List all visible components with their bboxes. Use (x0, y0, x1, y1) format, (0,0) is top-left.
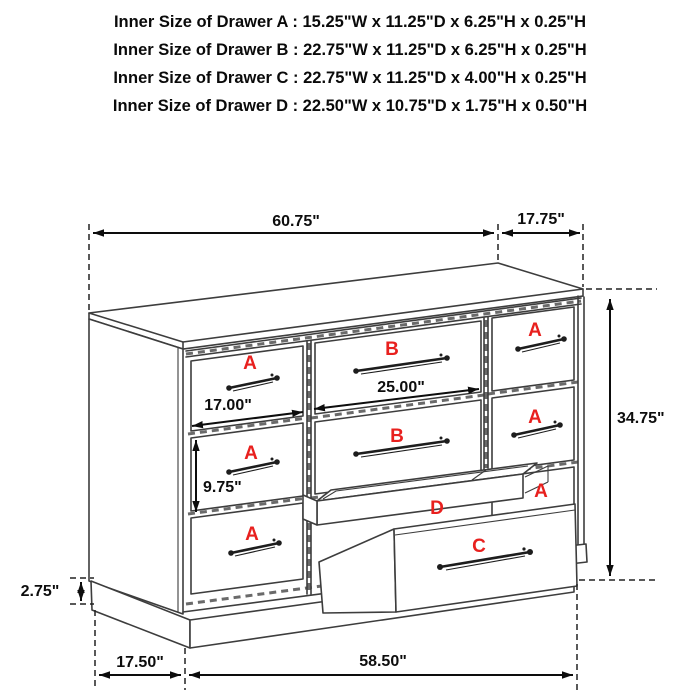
dim-base-width (189, 653, 573, 675)
drawer-label-a-left-1: A (243, 353, 257, 374)
dim-base-depth (99, 654, 181, 675)
left-side-panel (89, 319, 183, 614)
drawer-label-b-1: B (385, 339, 399, 360)
dim-overall-height-label: 34.75" (617, 410, 665, 427)
dim-base-depth-label: 17.50" (116, 654, 164, 671)
spec-line-drawer-b: Inner Size of Drawer B : 22.75"W x 11.25"D x 6.25"H x 0.25"H (113, 41, 587, 59)
dim-base-height (21, 582, 81, 601)
dim-drawer-a-width-label: 17.00" (204, 397, 252, 414)
spec-line-drawer-a: Inner Size of Drawer A : 15.25"W x 11.25"D x 6.25"H x 0.25"H (113, 13, 587, 31)
dresser-drawing (89, 263, 587, 648)
spec-line-drawer-c: Inner Size of Drawer C : 22.75"W x 11.25"D x 4.00"H x 0.25"H (113, 69, 587, 87)
drawer-label-a-left-2: A (244, 443, 258, 464)
spec-line-drawer-d: Inner Size of Drawer D : 22.50"W x 10.75"D x 1.75"H x 0.50"H (112, 97, 588, 115)
dim-overall-height (610, 299, 665, 576)
drawer-label-a-right-2: A (528, 407, 542, 428)
drawer-front-a-right-2 (492, 387, 574, 471)
drawer-label-a-right-1: A (528, 320, 542, 341)
drawer-label-d: D (430, 498, 444, 519)
drawer-label-b-2: B (390, 426, 404, 447)
dim-base-height-label: 2.75" (20, 583, 60, 600)
drawer-label-a-left-3: A (245, 524, 259, 545)
dim-top-depth (502, 211, 580, 233)
dim-top-depth-label: 17.75" (517, 211, 565, 228)
dim-top-width (93, 213, 494, 233)
drawer-label-a-right-3: A (534, 481, 548, 502)
drawer-label-c: C (472, 536, 486, 557)
dim-drawer-b-width-label: 25.00" (377, 379, 425, 396)
drawer-c-side-wall (319, 529, 396, 613)
dim-top-width-label: 60.75" (272, 213, 320, 230)
dim-base-width-label: 58.50" (359, 653, 407, 670)
dim-middle-row-height-label: 9.75" (203, 479, 242, 496)
